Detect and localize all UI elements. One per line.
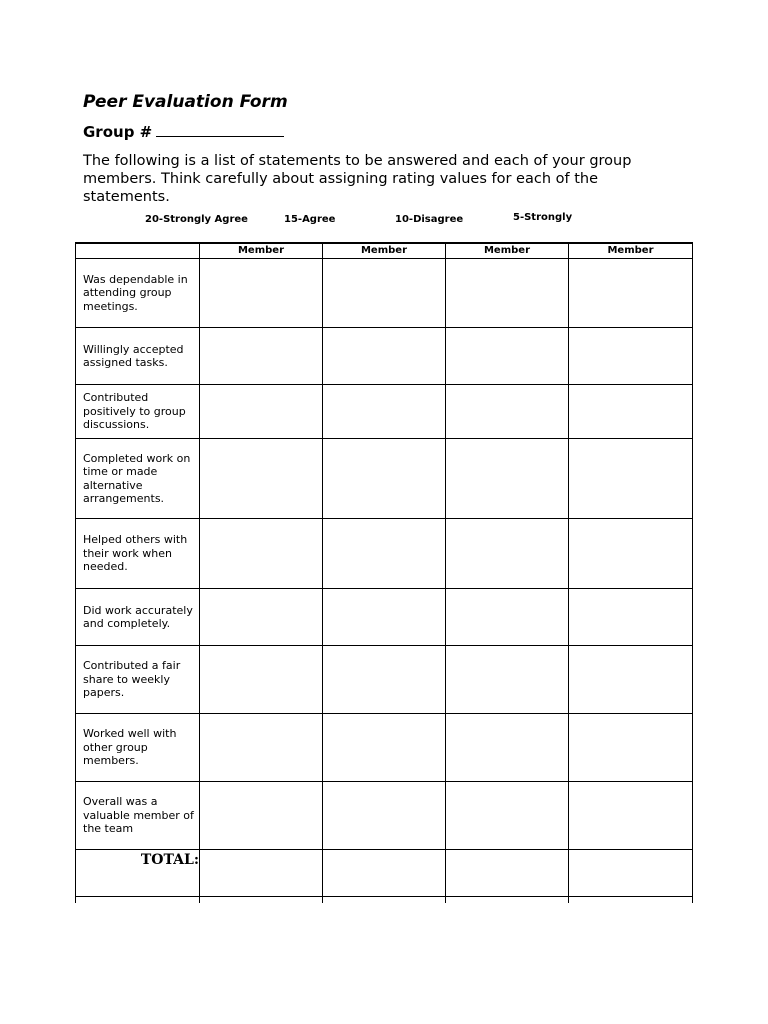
rating-cell[interactable] <box>323 439 446 519</box>
rating-cell[interactable] <box>323 589 446 646</box>
statement-cell: Helped others with their work when needed. <box>76 519 200 589</box>
group-number-field <box>83 122 284 141</box>
statement-cell: Did work accurately and completely. <box>76 589 200 646</box>
statement-cell: Willingly accepted assigned tasks. <box>76 328 200 385</box>
rating-cell[interactable] <box>446 714 569 782</box>
total-cell[interactable] <box>200 850 323 897</box>
rating-cell[interactable] <box>200 782 323 850</box>
rating-cell[interactable] <box>569 589 693 646</box>
blank-cell <box>76 897 200 904</box>
rating-cell[interactable] <box>200 259 323 328</box>
table-row <box>76 328 693 385</box>
rating-cell[interactable] <box>200 714 323 782</box>
rating-cell[interactable] <box>569 714 693 782</box>
blank-cell <box>446 897 569 904</box>
rating-cell[interactable] <box>569 328 693 385</box>
table-row <box>76 897 693 904</box>
member-column-2: Member <box>323 243 446 259</box>
intro-text: The following is a list of statements to be answered and each of your group members. Think carefully about assigning rating values for each of the statements. <box>83 153 632 205</box>
table-row <box>76 385 693 439</box>
rating-cell[interactable] <box>323 328 446 385</box>
total-label: TOTAL: <box>76 850 200 897</box>
rating-cell[interactable] <box>323 519 446 589</box>
rating-cell[interactable] <box>569 782 693 850</box>
member-column-4: Member <box>569 243 693 259</box>
rating-cell[interactable] <box>569 259 693 328</box>
statement-cell: Worked well with other group members. <box>76 714 200 782</box>
group-label: Group # <box>83 123 153 141</box>
rating-cell[interactable] <box>569 439 693 519</box>
rating-cell[interactable] <box>446 328 569 385</box>
total-cell[interactable] <box>569 850 693 897</box>
statement-cell: Completed work on time or made alternative arrangements. <box>76 439 200 519</box>
blank-cell <box>323 897 446 904</box>
statement-cell: Contributed positively to group discussions. <box>76 385 200 439</box>
rating-cell[interactable] <box>200 589 323 646</box>
rating-cell[interactable] <box>446 259 569 328</box>
statement-cell: Overall was a valuable member of the team <box>76 782 200 850</box>
rating-cell[interactable] <box>569 646 693 714</box>
total-cell[interactable] <box>446 850 569 897</box>
rating-cell[interactable] <box>200 646 323 714</box>
rating-cell[interactable] <box>323 259 446 328</box>
group-number-blank[interactable] <box>156 122 284 137</box>
member-column-1: Member <box>200 243 323 259</box>
rating-cell[interactable] <box>446 439 569 519</box>
rating-cell[interactable] <box>200 519 323 589</box>
statement-cell: Was dependable in attending group meetings. <box>76 259 200 328</box>
scale-disagree: 10-Disagree <box>395 214 464 225</box>
statement-cell: Contributed a fair share to weekly papers. <box>76 646 200 714</box>
rating-cell[interactable] <box>446 782 569 850</box>
rating-cell[interactable] <box>569 519 693 589</box>
rating-cell[interactable] <box>200 385 323 439</box>
total-cell[interactable] <box>323 850 446 897</box>
table-row <box>76 646 693 714</box>
scale-agree: 15-Agree <box>284 214 336 225</box>
table-row <box>76 439 693 519</box>
rating-cell[interactable] <box>323 646 446 714</box>
rating-cell[interactable] <box>569 385 693 439</box>
rating-cell[interactable] <box>446 589 569 646</box>
blank-cell <box>569 897 693 904</box>
rating-cell[interactable] <box>446 646 569 714</box>
rating-cell[interactable] <box>323 385 446 439</box>
table-row <box>76 259 693 328</box>
table-row <box>76 519 693 589</box>
form-title: Peer Evaluation Form <box>83 92 288 112</box>
header-blank <box>76 243 200 259</box>
table-row <box>76 714 693 782</box>
rating-cell[interactable] <box>323 782 446 850</box>
rating-cell[interactable] <box>446 519 569 589</box>
blank-cell <box>200 897 323 904</box>
evaluation-table <box>75 242 693 903</box>
total-row <box>76 850 693 897</box>
scale-strongly-agree: 20-Strongly Agree <box>145 214 248 225</box>
scale-strongly-disagree: 5-Strongly <box>513 212 573 223</box>
rating-cell[interactable] <box>200 439 323 519</box>
table-row <box>76 782 693 850</box>
table-row <box>76 589 693 646</box>
rating-cell[interactable] <box>200 328 323 385</box>
rating-cell[interactable] <box>446 385 569 439</box>
rating-cell[interactable] <box>323 714 446 782</box>
member-column-3: Member <box>446 243 569 259</box>
